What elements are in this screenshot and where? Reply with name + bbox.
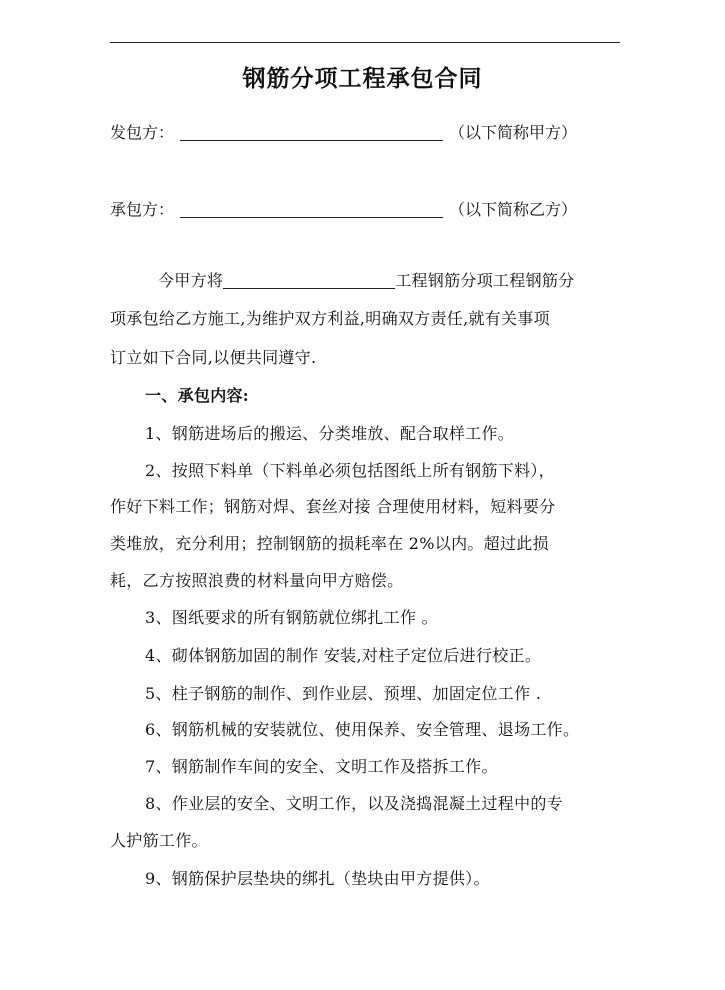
item-9: 9、钢筋保护层垫块的绑扎（垫块由甲方提供）。 [145,869,490,888]
item-2-line-1: 2、按照下料单（下料单必须包括图纸上所有钢筋下料）， [145,461,555,480]
item-7: 7、钢筋制作车间的安全、文明工作及搭拆工作。 [145,757,498,776]
party-b-blank [180,201,443,218]
intro-lead: 今甲方将 [158,271,224,290]
item-5: 5、柱子钢筋的制作、到作业层、预埋、加固定位工作 . [145,684,542,703]
document-title: 钢筋分项工程承包合同 [242,65,483,92]
header-rule [110,42,620,43]
intro-after-blank: 工程钢筋分项工程钢筋分 [395,271,575,290]
item-8-line-2: 人护筋工作。 [110,831,208,850]
item-1: 1、钢筋进场后的搬运、分类堆放、配合取样工作。 [145,424,515,443]
item-2-line-4: 耗，乙方按照浪费的材料量向甲方赔偿。 [110,571,404,590]
intro-line-2: 项承包给乙方施工,为维护双方利益,明确双方责任,就有关事项 [110,309,550,328]
item-2-line-2: 作好下料工作；钢筋对焊、套丝对接 合理使用材料，短料要分 [110,497,556,516]
party-b-note: （以下简称乙方） [449,200,578,219]
item-4: 4、砌体钢筋加固的制作 安装,对柱子定位后进行校正。 [145,646,542,665]
party-a-blank [180,124,443,141]
party-b-line [110,197,577,220]
intro-line-1 [158,268,575,291]
intro-line-3: 订立如下合同,以便共同遵守. [110,348,317,367]
project-name-blank [223,273,395,289]
party-a-line [110,120,577,143]
item-6: 6、钢筋机械的安装就位、使用保养、安全管理、退场工作。 [145,720,580,739]
party-b-label: 承包方： [110,200,175,219]
item-2-line-3: 类堆放，充分利用；控制钢筋的损耗率在 2%以内。超过此损 [110,534,549,553]
item-3: 3、图纸要求的所有钢筋就位绑扎工作 。 [145,608,438,627]
section-heading: 一、承包内容: [145,386,250,405]
party-a-note: （以下简称甲方） [449,123,578,142]
item-8-line-1: 8、作业层的安全、文明工作，以及浇捣混凝土过程中的专 [145,794,563,813]
party-a-label: 发包方： [110,123,175,142]
